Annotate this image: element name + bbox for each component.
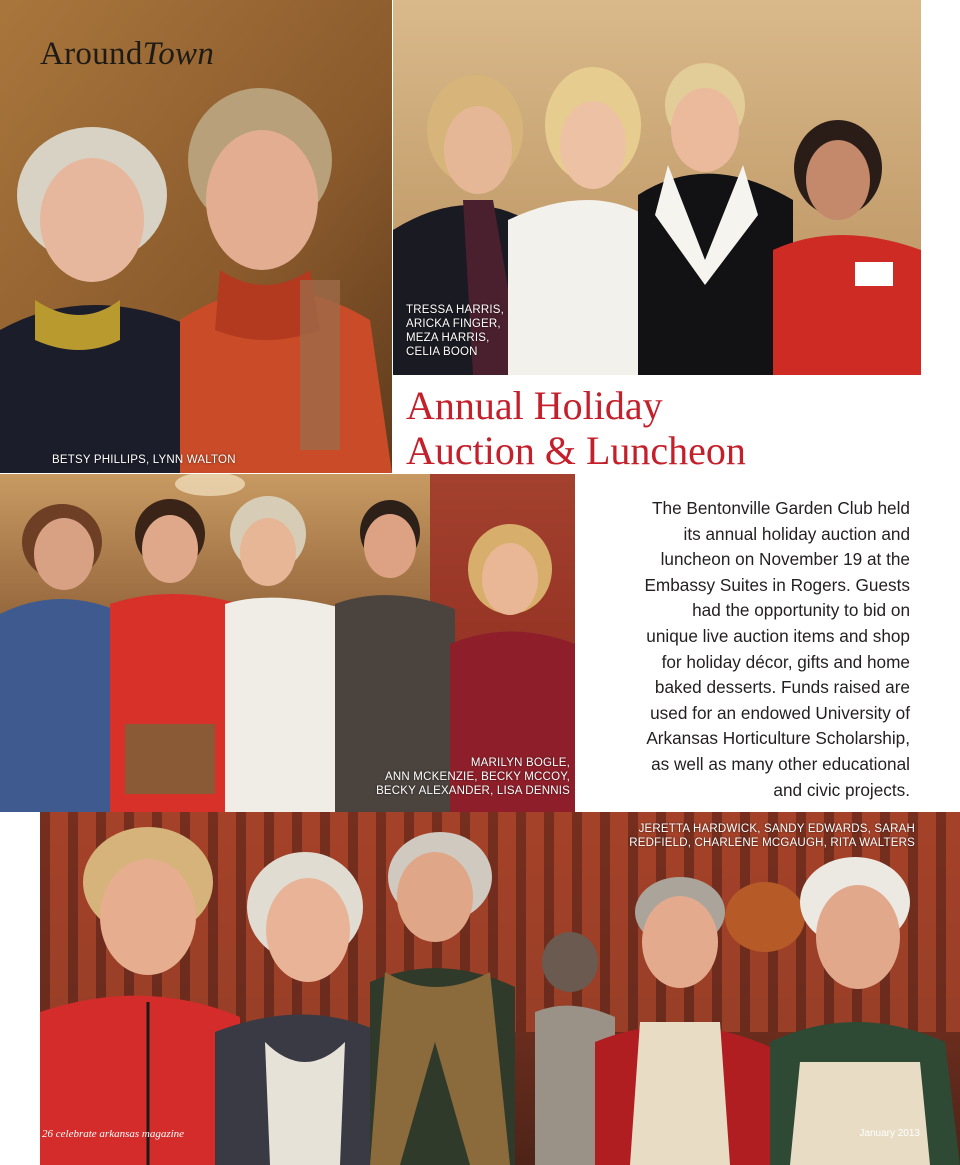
section-label <box>40 36 214 73</box>
article-body <box>585 496 910 803</box>
caption-line: ANN MCKENZIE, BECKY MCCOY, <box>385 771 570 783</box>
caption-line: BETSY PHILLIPS, LYNN WALTON <box>52 454 236 466</box>
caption-line: TRESSA HARRIS, <box>406 304 505 316</box>
body-line: Arkansas Horticulture Scholarship, <box>646 728 910 749</box>
caption-line: MEZA HARRIS, <box>406 332 490 344</box>
caption-photo-2 <box>406 303 504 359</box>
body-line: and civic projects. <box>773 779 910 800</box>
body-line: unique live auction items and shop <box>646 625 910 646</box>
caption-photo-1 <box>52 453 236 467</box>
caption-line: JERETTA HARDWICK, SANDY EDWARDS, SARAH <box>638 823 915 835</box>
caption-line: REDFIELD, CHARLENE MCGAUGH, RITA WALTERS <box>629 837 915 849</box>
headline-line: Auction & Luncheon <box>406 428 746 473</box>
caption-line: MARILYN BOGLE, <box>470 757 570 769</box>
body-line: its annual holiday auction and <box>683 523 910 544</box>
photo-jeretta-hardwick-group <box>40 812 960 1165</box>
body-line: Embassy Suites in Rogers. Guests <box>644 574 910 595</box>
caption-line: BECKY ALEXANDER, LISA DENNIS <box>376 785 570 797</box>
caption-line: CELIA BOON <box>406 346 478 358</box>
body-line: used for an endowed University of <box>650 702 910 723</box>
headline-line: Annual Holiday <box>406 383 663 428</box>
body-line: baked desserts. Funds raised are <box>654 677 910 698</box>
body-line: had the opportunity to bid on <box>692 600 910 621</box>
page-footer-publication: 26 celebrate arkansas magazine <box>42 1128 185 1140</box>
page-footer-date: January 2013 <box>859 1128 920 1139</box>
body-line: luncheon on November 19 at the <box>660 549 910 570</box>
caption-photo-3 <box>376 756 570 798</box>
body-line: for holiday décor, gifts and home <box>661 651 910 672</box>
section-label-word2: Town <box>142 36 215 72</box>
caption-photo-4 <box>629 822 915 850</box>
caption-line: ARICKA FINGER, <box>406 318 501 330</box>
body-line: The Bentonville Garden Club held <box>652 498 910 518</box>
body-line: as well as many other educational <box>651 753 910 774</box>
section-label-word1: Around <box>40 36 143 72</box>
article-headline <box>406 383 946 473</box>
